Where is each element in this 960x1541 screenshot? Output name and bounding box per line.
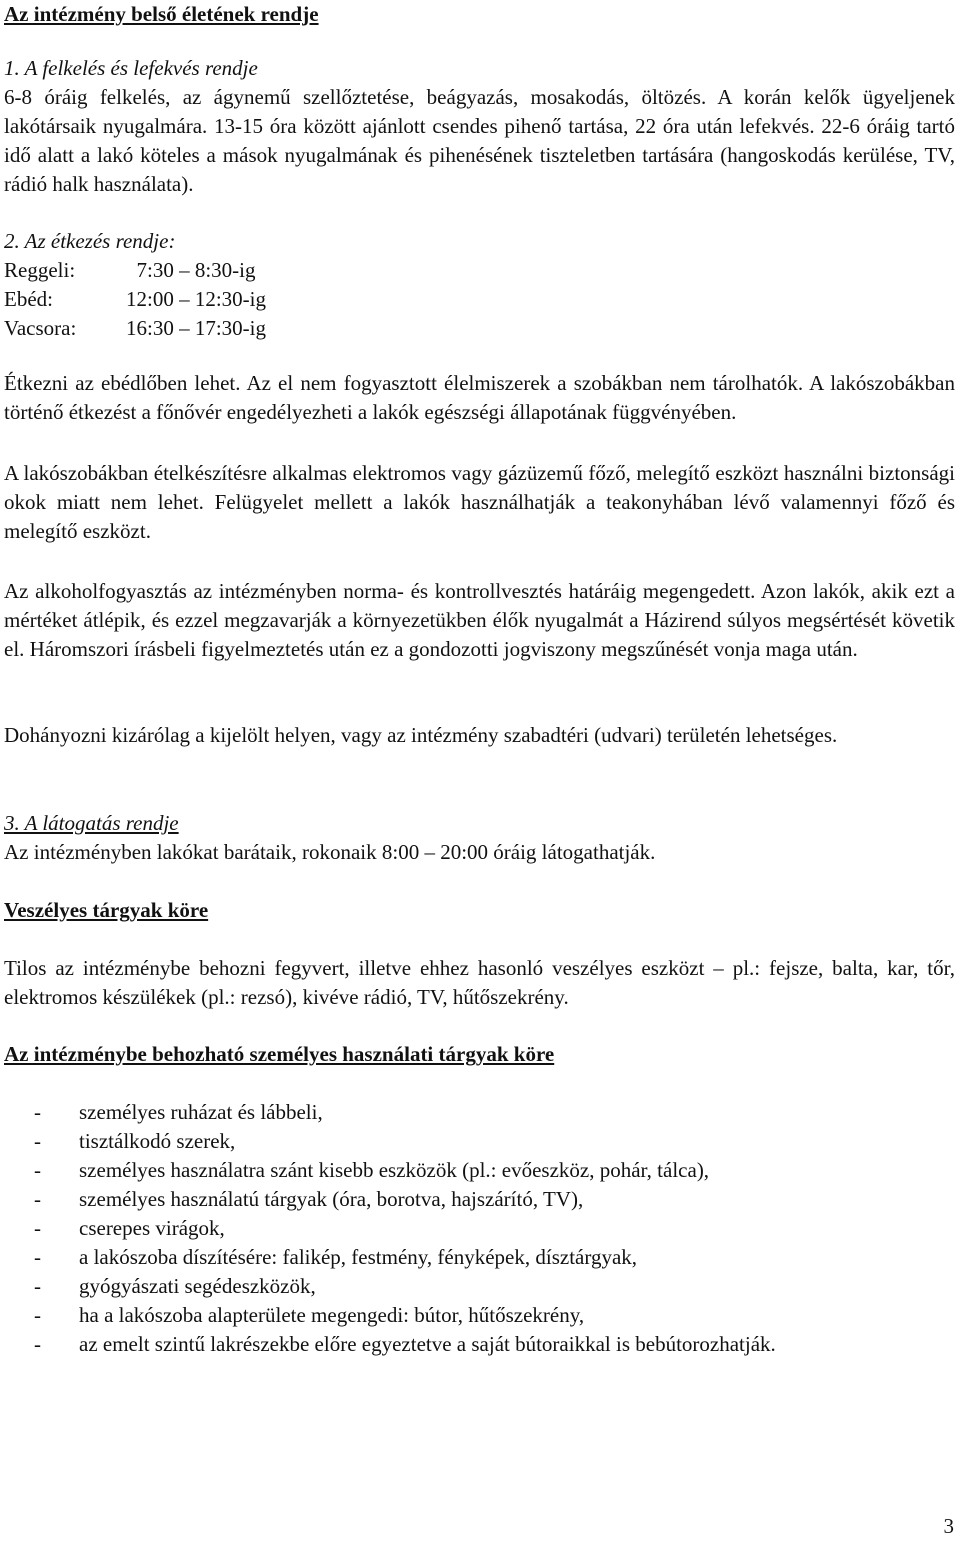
list-item-text: ha a lakószoba alapterülete megengedi: bútor, hűtőszekrény, <box>79 1303 585 1327</box>
dangerous-items-body: Tilos az intézménybe behozni fegyvert, illetve ehhez hasonló veszélyes eszközt – pl.: fejsze, balta, kar, tőr, elektromos készülékek (pl.: rezsó), kivéve rádió, TV, hűtőszekrény. <box>4 956 955 1009</box>
section-3-heading: 3. A látogatás rendje <box>4 811 179 835</box>
dash-bullet: - <box>34 1274 41 1298</box>
dash-bullet: - <box>34 1129 41 1153</box>
dash-bullet: - <box>34 1245 41 1269</box>
meal-label: Reggeli: <box>4 258 76 282</box>
list-item <box>4 1214 955 1243</box>
cooking-paragraph: A lakószobákban ételkészítésre alkalmas elektromos vagy gázüzemű főző, melegítő eszközt használni biztonsági okok miatt nem lehet. Felügyelet mellett a lakók használhatják a teakonyhában lévő valamennyi főző és melegítő eszközt. <box>4 461 955 543</box>
section-3-body: Az intézményben lakókat barátaik, rokonaik 8:00 – 20:00 óráig látogathatják. <box>4 840 656 864</box>
page-number: 3 <box>943 1514 954 1538</box>
list-item <box>4 1243 955 1272</box>
meal-schedule <box>4 256 266 343</box>
meal-time-range: 16:30 – 17:30-ig <box>126 316 266 340</box>
dash-bullet: - <box>34 1332 41 1356</box>
list-item <box>4 1127 955 1156</box>
list-item <box>4 1301 955 1330</box>
meal-row-lunch <box>4 285 266 314</box>
dash-bullet: - <box>34 1100 41 1124</box>
list-item-text: személyes használatú tárgyak (óra, borotva, hajszárító, TV), <box>79 1187 584 1211</box>
section-2-heading: 2. Az étkezés rendje: <box>4 229 176 253</box>
list-item-text: cserepes virágok, <box>79 1216 225 1240</box>
alcohol-paragraph: Az alkoholfogyasztás az intézményben norma- és kontrollvesztés határáig megengedett. Azon lakók, akik ezt a mértéket átlépik, és ezzel megzavarják a környezetükben élők nyugalmát a Házirend súlyos megsértését követik el. Háromszori írásbeli figyelmeztetés után ez a gondozotti jogviszony megszűnését vonja maga után. <box>4 579 955 661</box>
personal-items-heading: Az intézménybe behozható személyes használati tárgyak köre <box>4 1042 555 1066</box>
section-1-body: 6-8 óráig felkelés, az ágynemű szellőztetése, beágyazás, mosakodás, öltözés. A korán kelők ügyeljenek lakótársaik nyugalmára. 13-15 óra között ajánlott csendes pihenő tartása, 22 óra után lefekvés. 22-6 óráig tartó idő alatt a lakó köteles a mások nyugalmának és pihenésének tiszteletben tartására (hangoskodás kerülése, TV, rádió halk használata). <box>4 85 955 196</box>
meal-row-dinner <box>4 314 266 343</box>
meal-label: Ebéd: <box>4 287 53 311</box>
list-item-text: személyes ruházat és lábbeli, <box>79 1100 323 1124</box>
dash-bullet: - <box>34 1187 41 1211</box>
personal-items-list <box>4 1098 955 1359</box>
meal-time-range: 7:30 – 8:30-ig <box>126 258 256 282</box>
list-item <box>4 1330 955 1359</box>
list-item <box>4 1272 955 1301</box>
list-item <box>4 1098 955 1127</box>
section-1-heading: 1. A felkelés és lefekvés rendje <box>4 56 258 80</box>
list-item <box>4 1156 955 1185</box>
document-title: Az intézmény belső életének rendje <box>4 2 319 26</box>
dash-bullet: - <box>34 1216 41 1240</box>
dining-paragraph: Étkezni az ebédlőben lehet. Az el nem fogyasztott élelmiszerek a szobákban nem tárolhatók. A lakószobákban történő étkezést a főnővér engedélyezheti a lakók egészségi állapotának függvényében. <box>4 371 955 424</box>
dash-bullet: - <box>34 1303 41 1327</box>
meal-time-range: 12:00 – 12:30-ig <box>126 287 266 311</box>
list-item-text: tisztálkodó szerek, <box>79 1129 236 1153</box>
meal-label: Vacsora: <box>4 316 77 340</box>
smoking-paragraph: Dohányozni kizárólag a kijelölt helyen, vagy az intézmény szabadtéri (udvari) területén lehetséges. <box>4 723 838 747</box>
list-item-text: személyes használatra szánt kisebb eszközök (pl.: evőeszköz, pohár, tálca), <box>79 1158 710 1182</box>
dash-bullet: - <box>34 1158 41 1182</box>
list-item-text: a lakószoba díszítésére: falikép, festmény, fényképek, dísztárgyak, <box>79 1245 638 1269</box>
list-item-text: gyógyászati segédeszközök, <box>79 1274 316 1298</box>
list-item <box>4 1185 955 1214</box>
dangerous-items-heading: Veszélyes tárgyak köre <box>4 898 209 922</box>
list-item-text: az emelt szintű lakrészekbe előre egyeztetve a saját bútoraikkal is bebútorozhatják. <box>79 1332 776 1356</box>
meal-row-breakfast <box>4 256 266 285</box>
